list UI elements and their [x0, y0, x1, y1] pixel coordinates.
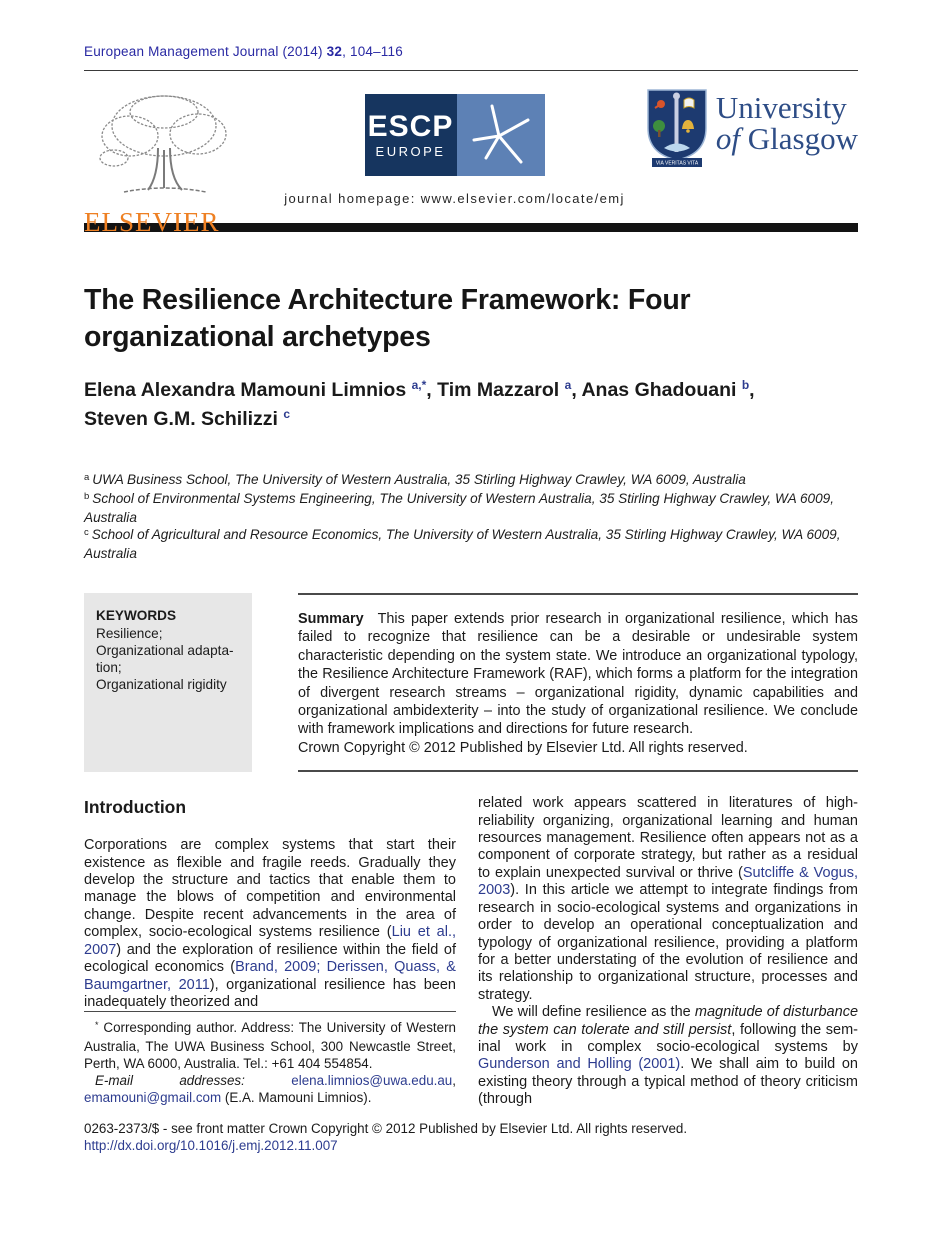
author-2-affiliation-mark[interactable]: a [564, 378, 572, 392]
author-1-affiliation-mark[interactable]: a,* [411, 378, 427, 392]
affiliation-a-text: UWA Business School, The University of Western Australia, 35 Stirling Highway Crawley, WA 6009, Australia [92, 472, 746, 487]
summary-text: This paper extends prior research in organizational resilience, which has failed to recognize that resilience can be a desirable or undesirable system characteristic depending on the system state. We introduce an organizational typology, the Resilience Architecture Framework (RAF), which forms a platform for the integration of divergent research streams – organizational rigidity, dynamic capabilities and organizational ambidexterity – into the study of organizational resilience. We conclude with framework implications and directions for future research. [298, 611, 858, 738]
journal-pages: , 104–116 [342, 44, 403, 59]
resilience-definition-italic: magnitude of disturbance the system can tolerate and still persist [478, 1004, 859, 1038]
author-3-affiliation-mark[interactable]: b [741, 378, 750, 392]
affiliation-b-mark: b [84, 491, 90, 502]
affiliation-c-text: School of Agricultural and Resource Economics, The University of Western Australia, 35 Stirling Highway Crawley, WA 6009, Australia [84, 527, 841, 561]
asterisk-mark: * [95, 1020, 99, 1031]
abstract-section [84, 593, 858, 772]
header-divider [84, 70, 858, 71]
left-column [84, 795, 456, 1106]
copyright-line: Crown Copyright © 2012 Published by Elsevier Ltd. All rights reserved. [298, 739, 748, 756]
journal-name: European Management Journal (2014) [84, 44, 327, 59]
intro-text: ) and the exploration of resilience within the field of ecological economics ( [84, 941, 456, 976]
keyword-item: Organizational adaptation; [96, 643, 234, 675]
affiliation-a [84, 471, 858, 490]
escp-star-icon [466, 100, 536, 170]
affiliation-c-mark: c [84, 527, 89, 538]
summary-paragraph [298, 610, 858, 739]
keyword-item: Organizational rigidity [96, 677, 227, 692]
right-column [478, 795, 858, 1108]
body-paragraph [478, 795, 858, 1004]
glasgow-crest-icon [646, 88, 708, 170]
escp-europe: EUROPE [375, 143, 446, 159]
escp-europe-logo [365, 94, 545, 176]
journal-volume: 32 [326, 44, 343, 59]
center-logo-block [269, 88, 640, 206]
footnote-emails [84, 1072, 456, 1106]
keywords-heading: KEYWORDS [96, 608, 177, 623]
affiliation-a-mark: a [84, 472, 90, 483]
escp-star-tile [457, 94, 545, 176]
issn-copyright-line: 0263-2373/$ - see front matter Crown Copyright © 2012 Published by Elsevier Ltd. All rights reserved. [84, 1120, 688, 1136]
intro-text: Corporations are complex systems that start their existence as flexible and fragile reeds. Gradually they develop the structure and tactics that enable them to manage the blows of competition and environmental change. Despite recent advancements in the area of complex, socio-ecological systems resilience ( [84, 837, 456, 941]
citation-link-gunderson-holling[interactable]: Gunderson and Holling (2001) [478, 1056, 681, 1073]
article-first-page [84, 0, 858, 1155]
citation-link-sutcliffe-vogus[interactable]: Sutcliffe & Vogus, 2003 [478, 864, 859, 899]
elsevier-wordmark: ELSEVIER [84, 207, 220, 237]
body-text: ). In this article we attempt to integrate findings from research in socio-ecological systems and organizations in order to develop an operational conceptualization and typology of organizational resilience, providing a platform for a better understating of the evolution of resilience and its relationship to organizational structure, processes and strategy. [478, 882, 858, 1003]
email-label: E-mail addresses: [95, 1073, 245, 1089]
email-link-1[interactable]: elena.limnios@uwa.edu.au [291, 1073, 453, 1089]
body-text: related work appears scattered in literatures of high-reliability organizing, organizational learning and human resources management. Resilience often appears not as a component of corporate strategy, but rather as a residual to explain unexpected survival or thrive ( [478, 795, 858, 881]
keyword-item: Resilience; [96, 626, 163, 641]
author-4: Steven G.M. Schilizzi [84, 408, 278, 430]
author-separator: , [426, 379, 438, 401]
affiliation-b-text: School of Environmental Systems Engineering, The University of Western Australia, 35 Stirling Highway Crawley, WA 6009, Australia [84, 491, 834, 525]
escp-wordmark-tile [365, 94, 457, 176]
author-separator: , [571, 379, 582, 401]
affiliation-list [84, 471, 858, 562]
footnote-address-text: Corresponding author. Address: The University of Western Australia, The UWA Business School, 300 Newcastle Street, Perth, WA 6000, Australia. Tel.: +61 404 554854. [84, 1020, 456, 1072]
journal-homepage-link[interactable]: journal homepage: www.elsevier.com/locate/emj [284, 191, 625, 206]
author-1: Elena Alexandra Mamouni Limnios [84, 379, 407, 401]
affiliation-c [84, 526, 858, 562]
affiliation-b [84, 490, 858, 526]
article-body [84, 795, 858, 1108]
citation-link-brand-derissen[interactable]: Brand, 2009; Derissen, Quass, & Baumgartner, 2011 [84, 959, 456, 993]
page-title: The Resilience Architecture Framework: Four organizational archetypes [84, 284, 691, 353]
body-paragraph [478, 1004, 858, 1108]
section-heading-introduction: Introduction [84, 797, 187, 818]
imprint-block [84, 1120, 858, 1155]
elsevier-tree-icon [84, 88, 244, 200]
body-text: , following the seminal work in complex socio-ecological systems by [478, 1021, 858, 1055]
elsevier-logo [84, 88, 269, 238]
email-separator: , [452, 1073, 456, 1089]
glasgow-wordmark [716, 92, 858, 154]
email-link-2[interactable]: emamouni@gmail.com [84, 1090, 222, 1106]
glasgow-word-glasgow: Glasgow [747, 121, 858, 156]
summary-label: Summary [298, 611, 364, 627]
footnote-address [84, 1019, 456, 1072]
summary-box [298, 593, 858, 772]
keywords-box [84, 593, 252, 772]
glasgow-word-university: University [715, 90, 847, 125]
logos-row [84, 88, 858, 237]
author-list [84, 377, 864, 435]
body-text: We will define resilience as the [492, 1004, 695, 1021]
body-text: . We shall aim to build on existing theory through a typical method of theory criticism (through [478, 1056, 858, 1108]
author-4-affiliation-mark[interactable]: c [283, 407, 291, 421]
author-3: Anas Ghadouani [581, 379, 737, 401]
corresponding-author-footnote [84, 1011, 456, 1106]
glasgow-motto: VIA VERITAS VITA [655, 160, 699, 167]
citation-link-liu-2007[interactable]: Liu et al., 2007 [84, 924, 456, 958]
author-2: Tim Mazzarol [437, 379, 560, 401]
glasgow-word-of: of [715, 121, 741, 156]
journal-citation-line [84, 0, 858, 59]
footnote-email-suffix: (E.A. Mamouni Limnios). [221, 1090, 372, 1106]
doi-link[interactable]: http://dx.doi.org/10.1016/j.emj.2012.11.007 [84, 1138, 338, 1154]
university-of-glasgow-logo [640, 88, 858, 170]
intro-paragraph [84, 837, 456, 1011]
author-separator: , [749, 379, 755, 401]
intro-text: ), organizational resilience has been inadequately theorized and [84, 976, 456, 1010]
escp-name: ESCP [367, 109, 454, 143]
